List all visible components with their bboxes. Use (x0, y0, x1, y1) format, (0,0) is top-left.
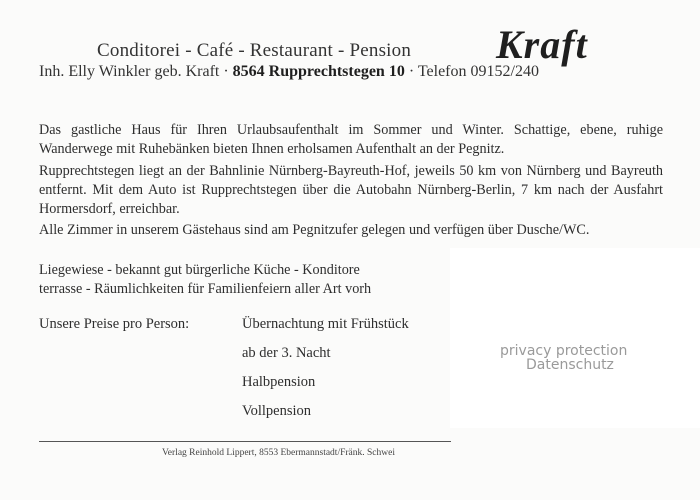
price-row: Übernachtung mit Frühstück (242, 316, 409, 332)
amenities-line-1: Liegewiese - bekannt gut bürgerliche Küche - Konditore (39, 262, 360, 278)
paragraph-intro: Das gastliche Haus für Ihren Urlaubsaufenthalt im Sommer und Winter. Schattige, ebene, ruhige Wanderwege mit Ruhebänken bieten Ihnen erholsamen Aufenthalt an der Pegnitz. (39, 122, 663, 157)
owner-name: Inh. Elly Winkler geb. Kraft (39, 63, 220, 80)
address: 8564 Rupprechtstegen 10 (232, 63, 405, 80)
privacy-watermark-de: Datenschutz (526, 357, 614, 373)
paragraph-rooms: Alle Zimmer in unserem Gästehaus sind am Pegnitzufer gelegen und verfügen über Dusche/WC. (39, 222, 590, 238)
brand-logo-text: Kraft (496, 22, 588, 67)
price-row: ab der 3. Nacht (242, 345, 331, 361)
paragraph-amenities (39, 261, 451, 299)
paragraph-location: Rupprechtstegen liegt an der Bahnlinie Nürnberg-Bayreuth-Hof, jeweils 50 km von Nürnberg und Bayreuth entfernt. Mit dem Auto ist Rupprechtstegen über die Autobahn Nürnberg-Berlin, 7 km nach der Ausfahrt Hormersdorf, erreichbar. (39, 163, 663, 217)
amenities-line-2: terrasse - Räumlichkeiten für Familienfeiern aller Art vorh (39, 281, 372, 297)
prices-label: Unsere Preise pro Person: (39, 316, 190, 332)
contact-line (39, 63, 539, 81)
footer-divider (39, 441, 451, 442)
separator: · (223, 63, 229, 80)
price-row: Vollpension (242, 403, 312, 419)
phone: Telefon 09152/240 (417, 63, 539, 80)
privacy-mask (450, 248, 700, 428)
business-line: Conditorei - Café - Restaurant - Pension (97, 40, 412, 61)
privacy-watermark: privacy protection (500, 343, 628, 359)
separator: · (408, 63, 415, 80)
price-row: Halbpension (242, 374, 316, 390)
publisher-credit: Verlag Reinhold Lippert, 8553 Ebermannstadt/Fränk. Schwei (162, 448, 395, 458)
